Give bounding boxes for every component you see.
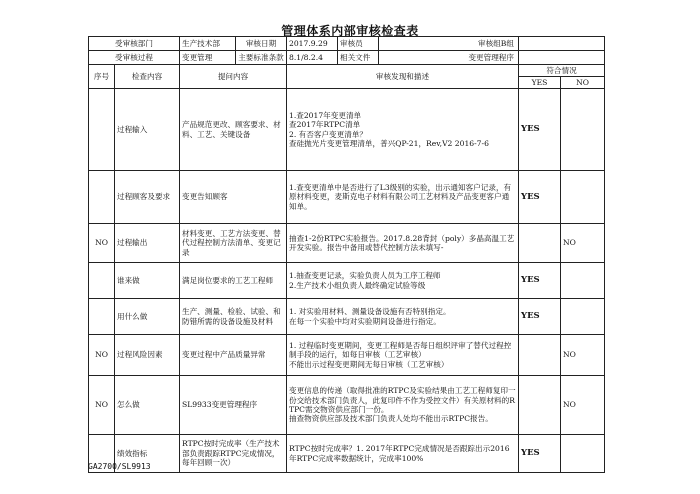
row-yes [519,376,561,435]
table-row [89,171,605,224]
clause-label: 主要标准条款 [238,52,284,62]
row-content: 过程输出 [115,224,180,263]
row-findings: 变更信息的传递（取得批准的RTPC及实验结果由工艺工程师复印一份交给技术部门负责人，此复印件不作为受控文件）有关原材料的RTPC需交物资供应部门一份。 抽查物资供应部及技术部门负责人处均不能出示RTPC报告。 [287,376,519,435]
table-row [89,89,605,171]
table-row [89,224,605,263]
audit-checklist-table [88,36,605,473]
row-question: 产品规范更改、顾客要求、材料、工艺、关键设备 [180,89,287,171]
row-question: RTPC按时完成率（生产技术部负责跟踪RTPC完成情况，每年回顾一次） [180,435,287,473]
row-no-flag [561,435,605,473]
col-findings: 审核发现和描述 [287,65,519,89]
col-no: 序号 [89,65,115,89]
row-yes [519,335,561,376]
table-row [89,435,605,473]
auditor-value: 审核组B组 [478,38,514,48]
table-row [89,335,605,376]
row-yes: YES [519,171,561,224]
row-yes: YES [519,89,561,171]
row-question: 材料变更、工艺方法变更、替代过程控制方法清单、变更记录 [180,224,287,263]
doc-label: 相关文件 [338,51,379,64]
column-header-row [89,65,605,77]
col-conformity: 符合情况 [519,65,605,77]
col-no-flag: NO [561,77,605,89]
row-content: 谁来做 [115,263,180,299]
doc-value-cont [519,51,605,65]
clause-value: 8.1/8.2.4 [287,51,338,64]
row-no-flag: NO [561,376,605,435]
row-findings: 1. 对实验用材料、测量设备设施有否特别指定。 在每一个实验中均对实验期间设备进行指定。 [287,299,519,335]
row-content: 过程顾客及要求 [115,171,180,224]
dept-value: 生产技术部 [180,37,236,50]
header-row-dept [89,37,605,51]
doc-value: 变更管理程序 [468,52,514,62]
row-no-flag: NO [561,224,605,263]
table-row [89,376,605,435]
row-no-flag: NO [561,335,605,376]
row-findings: 1.抽查变更记录，实验负责人员为工序工程师 2.生产技术小组负责人最终确定试验等级 [287,263,519,299]
row-no [89,299,115,335]
row-no [89,263,115,299]
row-yes: YES [519,263,561,299]
process-label: 受审核过程 [89,51,180,65]
col-yes: YES [519,77,561,89]
date-label: 审核日期 [245,38,277,48]
document-title: 管理体系内部审核检查表 [281,24,419,38]
document-code: GA2700/SL9913 [88,462,151,471]
row-question: SL9933变更管理程序 [180,376,287,435]
row-findings: 抽查1-2份RTPC实验报告。2017.8.28背封（poly）多晶高温工艺开发实验。报告中备用或替代控制方法未填写- [287,224,519,263]
row-content: 绩效指标 [115,435,180,473]
row-content: 怎么做 [115,376,180,435]
row-findings: 1.查变更清单中是否进行了L3级别的实验，出示通知客户记录，有原材料变更，麦斯克电子材料有限公司工艺材料及产品变更客户通知单。 [287,171,519,224]
header-row-process [89,51,605,65]
date-value: 2017.9.29 [287,37,338,50]
row-yes [519,224,561,263]
row-no: NO [89,335,115,376]
table-row [89,299,605,335]
row-no-flag [561,89,605,171]
row-question: 生产、测量、检验、试验、和防错所需的设备设施及材料 [180,299,287,335]
row-no: NO [89,224,115,263]
row-no [89,89,115,171]
row-yes: YES [519,299,561,335]
row-content: 用什么做 [115,299,180,335]
table-row [89,263,605,299]
row-content: 过程风险因素 [115,335,180,376]
row-no: NO [89,376,115,435]
dept-label: 受审核部门 [89,37,180,51]
row-question: 满足岗位要求的工艺工程师 [180,263,287,299]
row-question: 变更告知顾客 [180,171,287,224]
row-no-flag [561,263,605,299]
auditor-label: 审核员 [338,37,379,50]
row-findings: 1.查2017年变更清单 查2017年RTPC清单 2. 有否客户变更清单？ 查硅抛光片变更管理清单，普兴QP-21，Rev,V2 2016-7-6 [287,89,519,171]
col-content: 检查内容 [115,65,180,89]
row-no-flag [561,171,605,224]
row-content: 过程输入 [115,89,180,171]
row-findings: RTPC按时完成率？1. 2017年RTPC完成情况是否跟踪出示2016年RTPC完成率数据统计，完成率100% [287,435,519,473]
row-yes: YES [519,435,561,473]
row-no-flag [561,299,605,335]
auditor-value-cont [519,37,605,51]
row-findings: 1. 过程临时变更期间，变更工程师是否每日组织评审了替代过程控制手段的运行，如每日审核（工艺审核） 不能出示过程变更期间无每日审核（工艺审核） [287,335,519,376]
row-question: 变更过程中产品质量异常 [180,335,287,376]
row-no [89,171,115,224]
col-question: 提问内容 [180,65,287,89]
process-value: 变更管理 [180,51,236,64]
